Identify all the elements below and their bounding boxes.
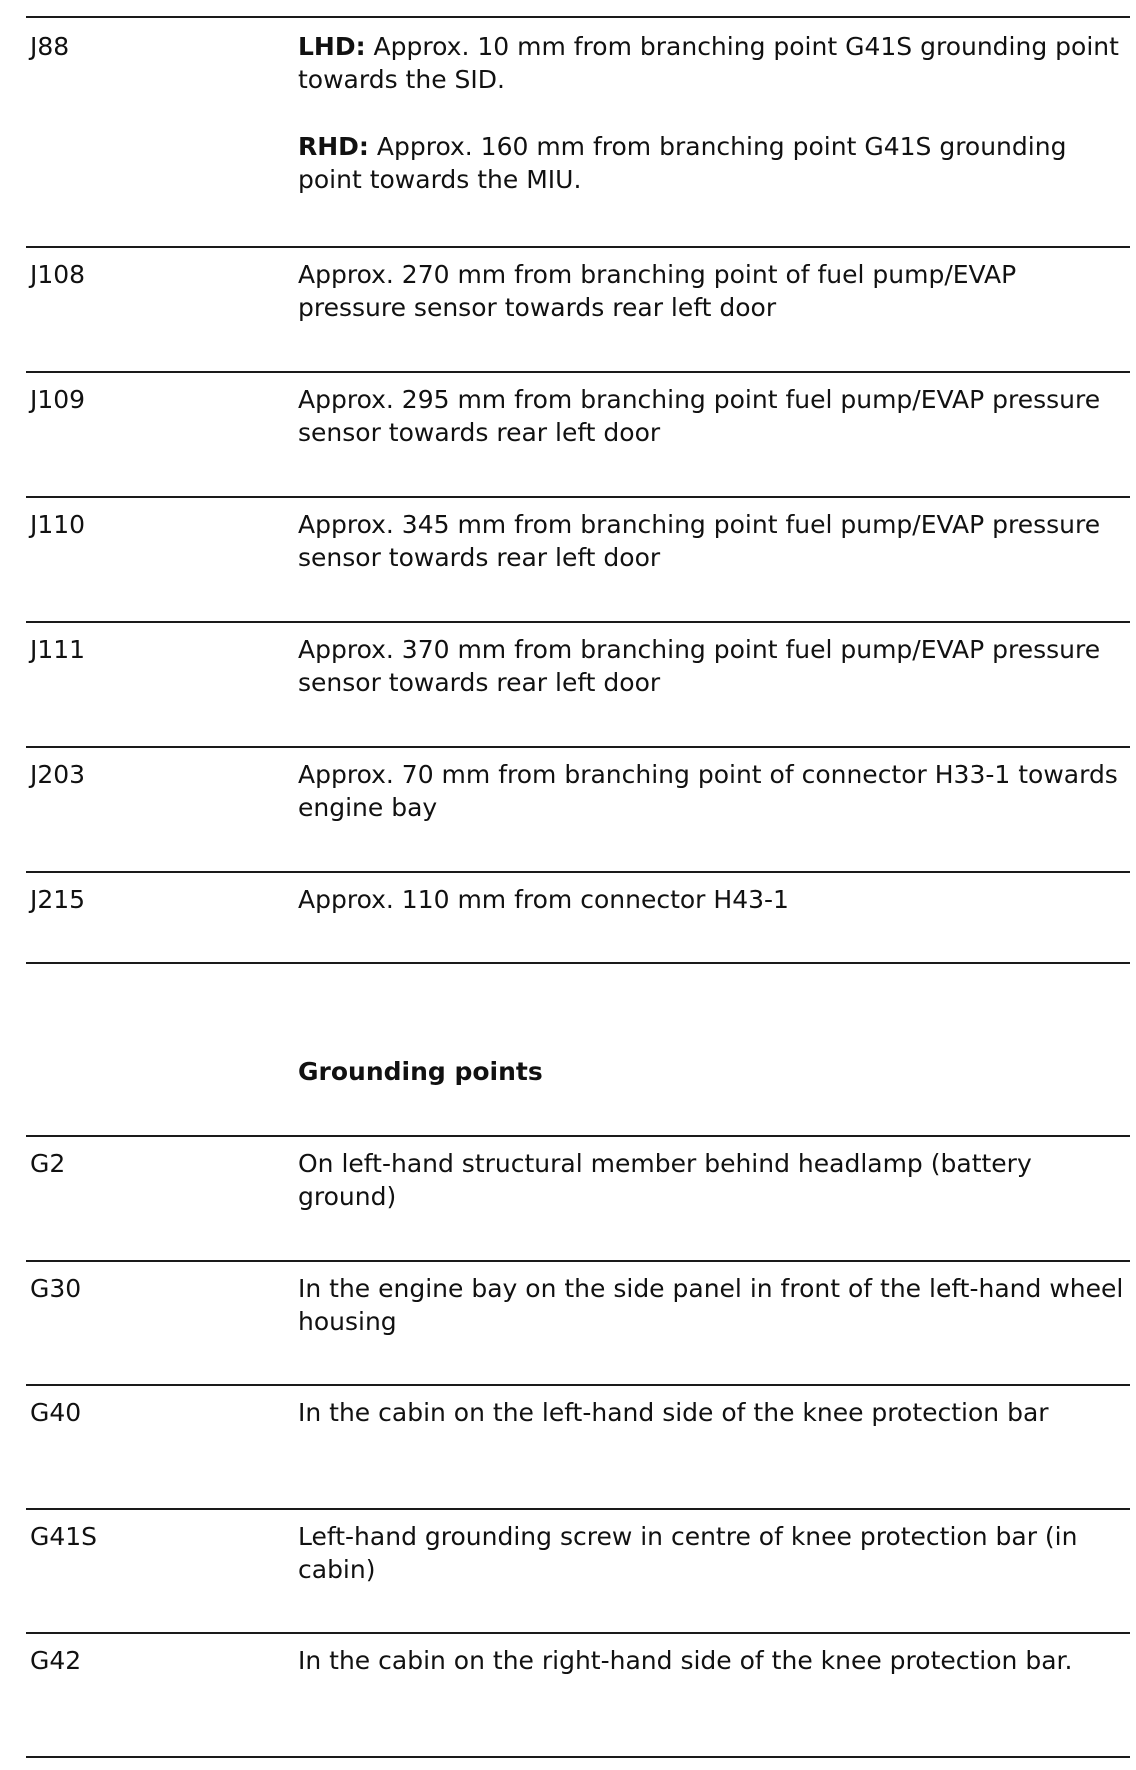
- row-id: J110: [30, 510, 86, 539]
- row-id: G40: [30, 1398, 82, 1427]
- paragraph-lead: LHD:: [298, 32, 366, 61]
- table-rule: [26, 246, 1130, 248]
- row-description: [298, 30, 1124, 196]
- table-rule: [26, 1135, 1130, 1137]
- row-paragraph: Approx. 270 mm from branching point of fuel pump/EVAP pressure sensor towards rear left door: [298, 260, 1017, 322]
- row-paragraph: Left-hand grounding screw in centre of knee protection bar (in cabin): [298, 1522, 1078, 1584]
- row-paragraph: [298, 130, 1124, 196]
- row-paragraph: On left-hand structural member behind headlamp (battery ground): [298, 1149, 1032, 1211]
- row-description: [298, 1644, 1124, 1677]
- row-description: [298, 883, 1124, 916]
- row-id: J88: [30, 32, 70, 61]
- row-description: [298, 1147, 1124, 1213]
- row-description: [298, 383, 1124, 449]
- table-rule: [26, 1508, 1130, 1510]
- row-description: [298, 1520, 1124, 1586]
- paragraph-lead: RHD:: [298, 132, 369, 161]
- paragraph-text: Approx. 10 mm from branching point G41S grounding point towards the SID.: [298, 32, 1119, 94]
- row-paragraph: Approx. 110 mm from connector H43-1: [298, 885, 789, 914]
- table-rule: [26, 16, 1130, 18]
- row-description: [298, 1396, 1124, 1429]
- paragraph-text: Approx. 160 mm from branching point G41S grounding point towards the MIU.: [298, 132, 1067, 194]
- table-rule: [26, 1384, 1130, 1386]
- row-paragraph: In the cabin on the right-hand side of the knee protection bar.: [298, 1646, 1073, 1675]
- row-id: J109: [30, 385, 86, 414]
- row-id: G2: [30, 1149, 66, 1178]
- row-id: G42: [30, 1646, 82, 1675]
- section-title: Grounding points: [298, 1057, 543, 1086]
- row-description: [298, 258, 1124, 324]
- row-id: J203: [30, 760, 86, 789]
- table-rule: [26, 1260, 1130, 1262]
- table-rule: [26, 1632, 1130, 1634]
- row-id: J111: [30, 635, 86, 664]
- row-paragraph: Approx. 70 mm from branching point of connector H33-1 towards engine bay: [298, 760, 1118, 822]
- row-id: J108: [30, 260, 86, 289]
- row-description: [298, 1272, 1124, 1338]
- table-rule: [26, 962, 1130, 964]
- row-paragraph: Approx. 295 mm from branching point fuel pump/EVAP pressure sensor towards rear left door: [298, 385, 1101, 447]
- row-id: G30: [30, 1274, 82, 1303]
- row-paragraph: Approx. 370 mm from branching point fuel pump/EVAP pressure sensor towards rear left door: [298, 635, 1101, 697]
- table-rule: [26, 871, 1130, 873]
- row-description: [298, 758, 1124, 824]
- table-rule: [26, 1756, 1130, 1758]
- row-description: [298, 508, 1124, 574]
- table-rule: [26, 621, 1130, 623]
- table-rule: [26, 746, 1130, 748]
- row-paragraph: In the engine bay on the side panel in front of the left-hand wheel housing: [298, 1274, 1124, 1336]
- row-paragraph: [298, 30, 1124, 96]
- row-paragraph: Approx. 345 mm from branching point fuel pump/EVAP pressure sensor towards rear left door: [298, 510, 1101, 572]
- row-description: [298, 633, 1124, 699]
- row-id: G41S: [30, 1522, 98, 1551]
- row-paragraph: In the cabin on the left-hand side of the knee protection bar: [298, 1398, 1049, 1427]
- table-rule: [26, 496, 1130, 498]
- table-rule: [26, 371, 1130, 373]
- row-id: J215: [30, 885, 86, 914]
